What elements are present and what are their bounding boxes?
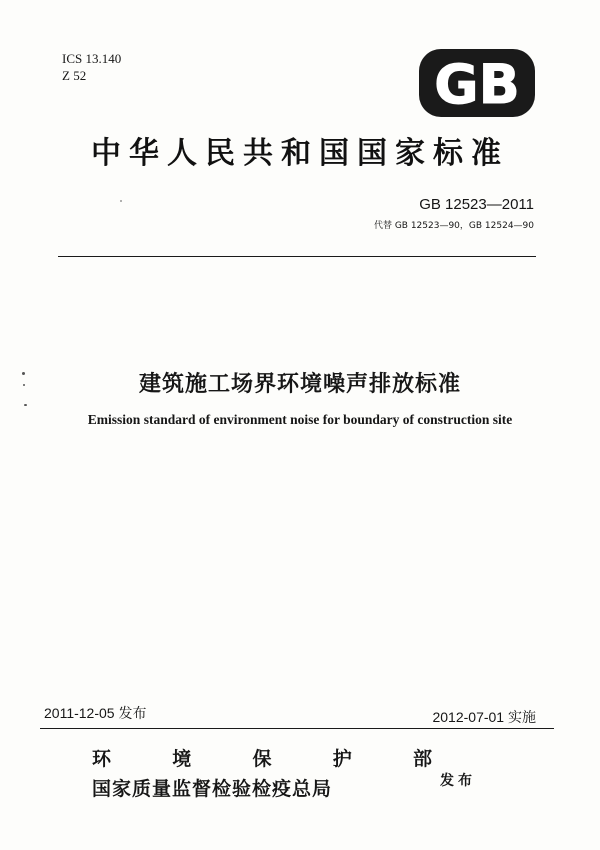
national-standard-title: 中华人民共和国国家标准	[91, 136, 509, 171]
scan-speck	[24, 404, 27, 406]
issuer-ministry	[92, 744, 432, 771]
ics-code: ICS 13.140	[62, 51, 122, 66]
ccs-code: Z 52	[62, 68, 87, 83]
issuer-char: 环	[92, 748, 112, 770]
document-title-en: Emission standard of environment noise for boundary of construction site	[87, 412, 513, 427]
gb-logo	[418, 48, 536, 118]
issue-label: 发布	[440, 773, 476, 789]
issuer-char: 部	[412, 748, 432, 770]
gb-logo-text: GB	[434, 53, 520, 116]
scan-speck	[23, 384, 25, 386]
scan-speck	[120, 200, 122, 202]
top-divider	[58, 256, 536, 257]
standard-number: GB 12523—2011	[419, 196, 534, 213]
issuer-aqsiq: 国家质量监督检验检疫总局	[92, 778, 333, 800]
issuer-char: 保	[252, 748, 272, 770]
replaces-note: 代替 GB 12523—90，GB 12524—90	[373, 221, 534, 231]
publish-date: 2011-12-05 发布	[44, 705, 147, 721]
bottom-divider	[40, 728, 554, 729]
document-title-cn: 建筑施工场界环境噪声排放标准	[138, 372, 461, 397]
effective-date: 2012-07-01 实施	[432, 709, 536, 725]
issuer-char: 境	[172, 748, 192, 770]
classification-codes	[62, 50, 121, 84]
issuer-char: 护	[332, 748, 352, 770]
scan-speck	[22, 372, 25, 375]
